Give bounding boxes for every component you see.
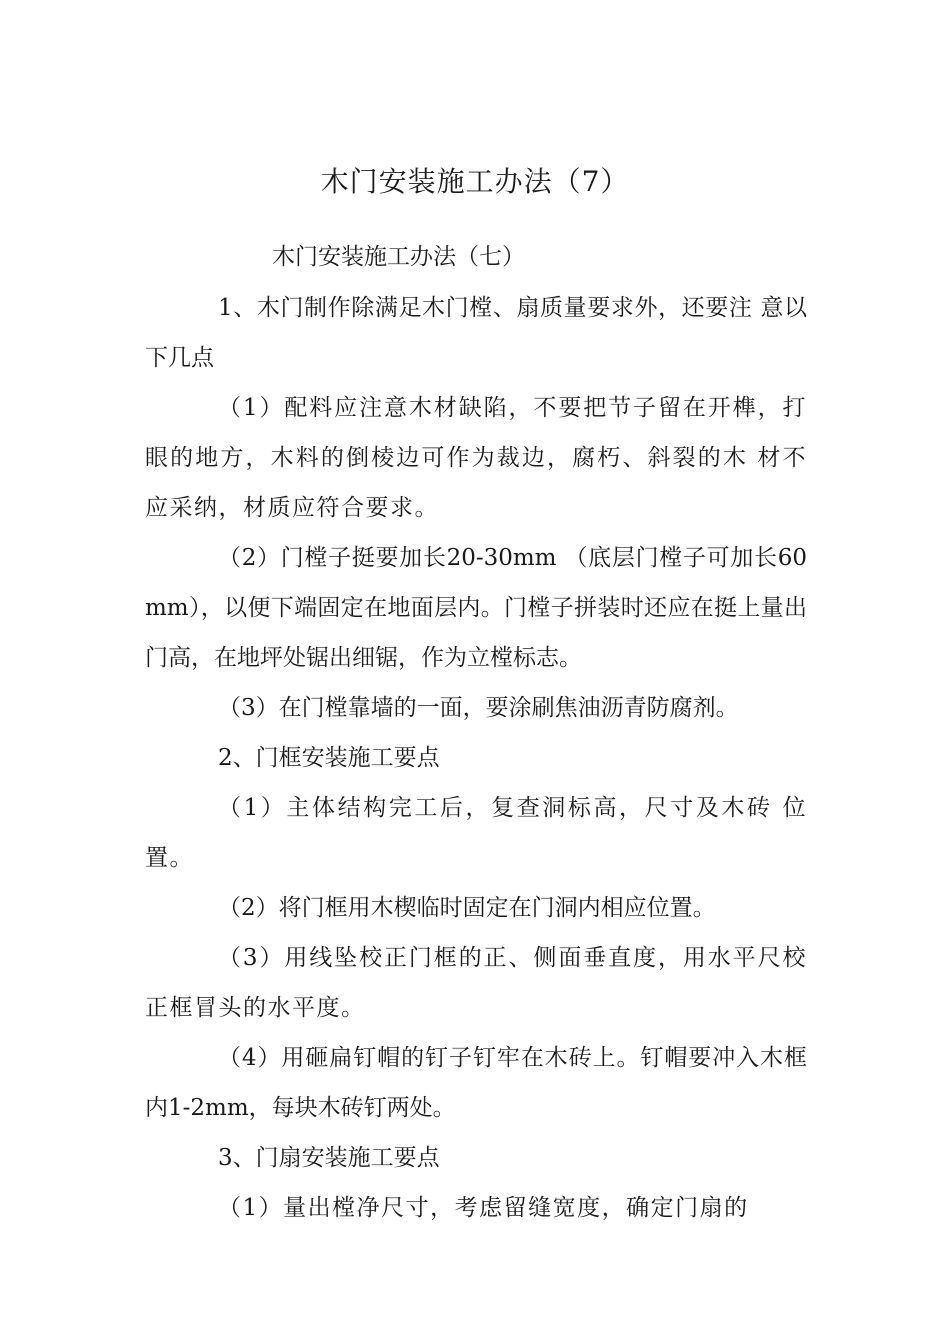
paragraph-7: （3）用线坠校正门框的正、侧面垂直度，用水平尺校正框冒头的水平度。 bbox=[145, 945, 807, 1021]
document-body bbox=[145, 283, 807, 1233]
paragraph-6: （2）将门框用木楔临时固定在门洞内相应位置。 bbox=[218, 895, 716, 921]
paragraph-8: （4）用砸扁钉帽的钉子钉牢在木砖上。钉帽要冲入木框内1-2mm，每块木砖钉两处。 bbox=[145, 1045, 807, 1121]
paragraph-1: 1、木门制作除满足木门樘、扇质量要求外，还要注 意以下几点 bbox=[145, 295, 807, 371]
paragraph-5: （1）主体结构完工后，复查洞标高，尺寸及木砖 位置。 bbox=[145, 795, 807, 871]
document-title: 木门安装施工办法（7） bbox=[320, 165, 630, 198]
paragraph-4: （3）在门樘靠墙的一面，要涂刷焦油沥青防腐剂。 bbox=[218, 695, 739, 721]
paragraph-3: （2）门樘子挺要加长20-30mm （底层门樘子可加长60mm），以便下端固定在地面层内。门樘子拼装时还应在挺上量出门高，在地坪处锯出细锯，作为立樘标志。 bbox=[145, 545, 807, 671]
section-heading-2: 2、门框安装施工要点 bbox=[218, 745, 440, 771]
paragraph-2: （1）配料应注意木材缺陷，不要把节子留在开榫，打眼的地方，木料的倒棱边可作为裁边，腐朽、斜裂的木 材不应采纳，材质应符合要求。 bbox=[145, 395, 807, 521]
section-heading-3: 3、门扇安装施工要点 bbox=[218, 1145, 440, 1171]
document-subtitle: 木门安装施工办法（七） bbox=[272, 244, 525, 270]
paragraph-9: （1）量出樘净尺寸，考虑留缝宽度，确定门扇的 bbox=[218, 1195, 749, 1221]
